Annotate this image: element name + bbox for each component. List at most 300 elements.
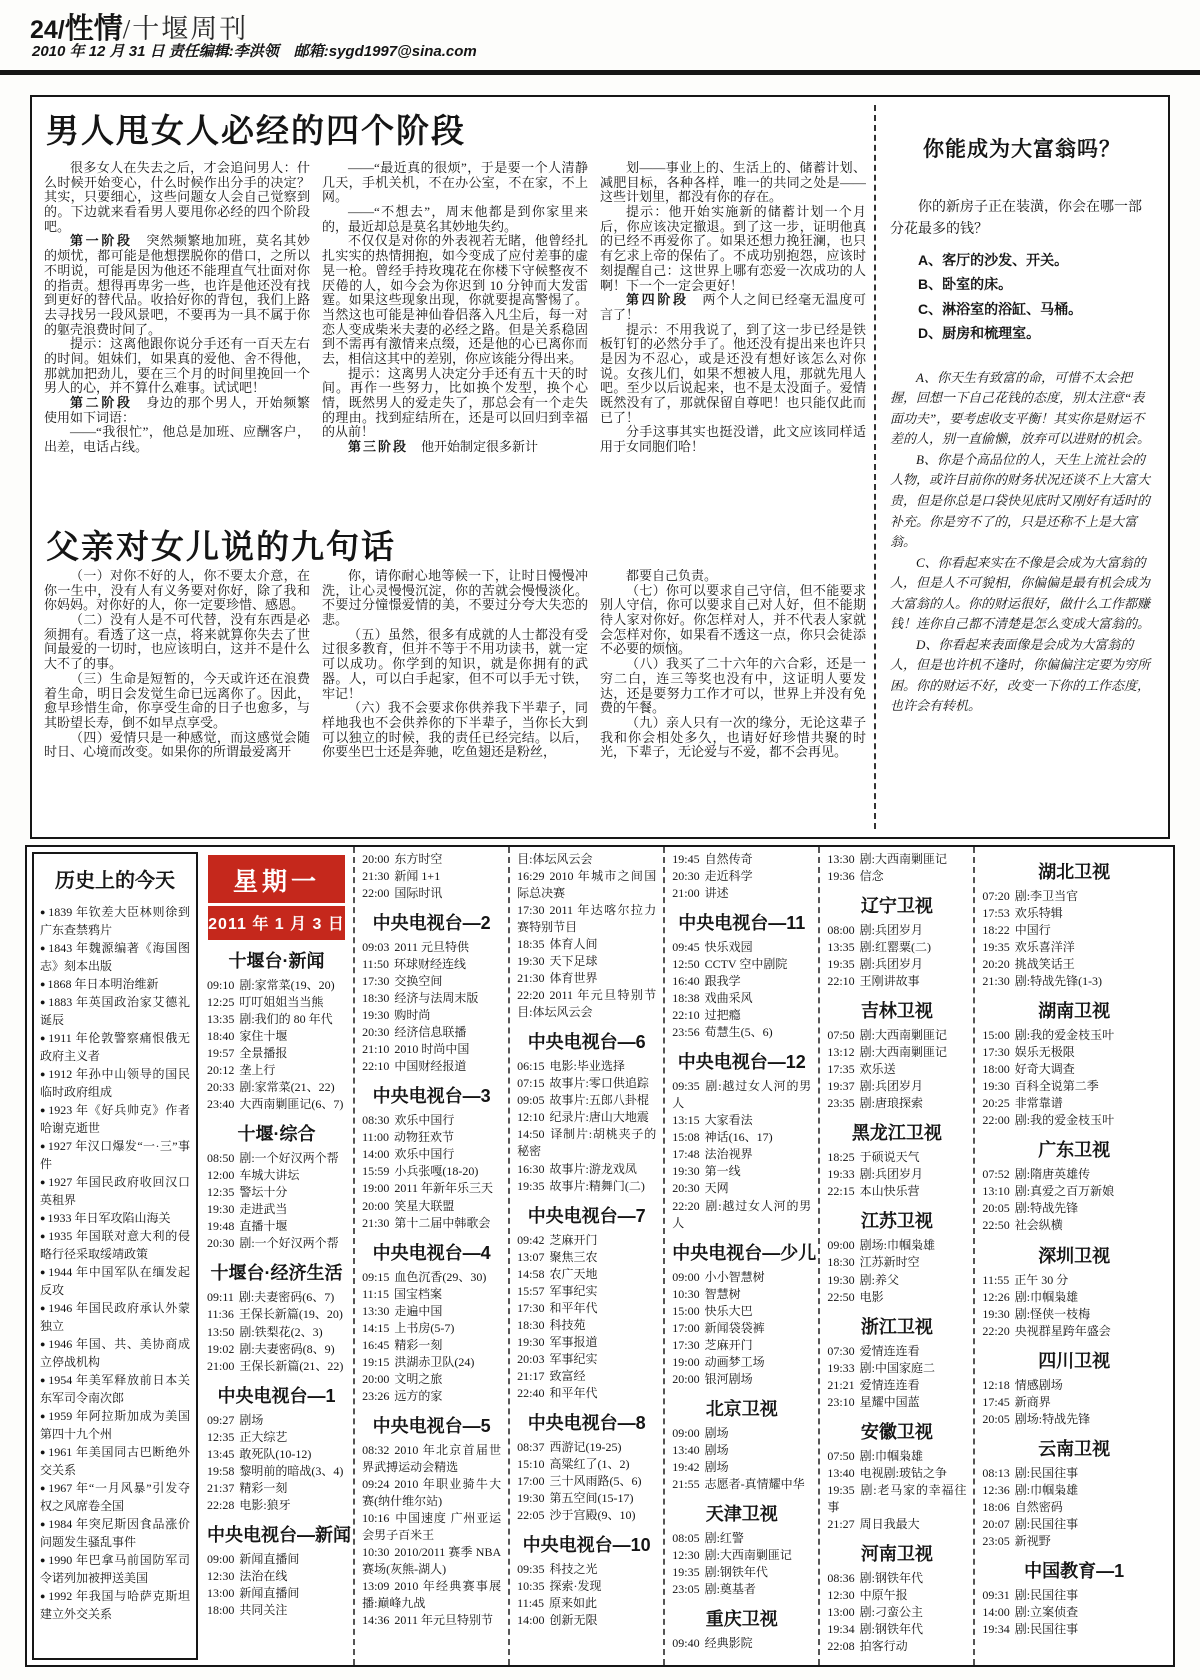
program-title: 体育世界: [549, 971, 598, 986]
program-row: [827, 973, 966, 990]
bullet-icon: ●: [40, 1375, 47, 1385]
program-title: 剧:大西南剿匪记: [704, 1547, 792, 1562]
bullet-icon: ●: [40, 1231, 47, 1241]
program-title: 剧场: [704, 1459, 729, 1474]
channel-block: [672, 1048, 811, 1231]
channel-header: 中央电视台—2: [372, 913, 491, 934]
program-title: 西游记(19-25): [549, 1439, 622, 1454]
program-title: 警坛十分: [239, 1185, 288, 1200]
program-row: [207, 1497, 346, 1514]
program-row: [362, 1215, 501, 1232]
article2-column-2: [322, 569, 588, 821]
program-time: 19:42: [672, 1459, 700, 1474]
program-row: [827, 1044, 966, 1061]
program-row: [362, 1146, 501, 1163]
channel-block: [827, 1313, 966, 1411]
program-row: [827, 939, 966, 956]
program-row: [362, 1058, 501, 1075]
program-time: 22:20: [982, 1323, 1010, 1338]
program-row: [827, 1604, 966, 1621]
tv-column-4: [663, 847, 818, 1665]
program-title: 剧:铁梨花(2、3): [239, 1324, 323, 1339]
program-time: 08:13: [982, 1465, 1010, 1480]
program-row: [517, 970, 656, 987]
program-row: [827, 1027, 966, 1044]
program-time: 15:00: [672, 1303, 700, 1318]
quiz-option: B、卧室的床。: [918, 276, 1013, 293]
program-title: 剧:民国往事: [1014, 1516, 1079, 1531]
program-title: 东方时空: [394, 852, 443, 866]
program-title: 故事片:五郎八卦棍: [549, 1093, 649, 1108]
program-row: [517, 1612, 656, 1629]
program-time: 21:37: [207, 1480, 235, 1495]
program-row: [982, 1112, 1166, 1129]
article-paragraph: ——“不想去”，周末他都是到你家里来的，最近却总是莫名其妙地失约。: [322, 204, 588, 234]
paper-name: /十堰周刊: [122, 14, 249, 44]
article-paragraph: （四）爱情只是一种感觉，而这感觉会随时日、心境而改变。如果你的所谓最爱离开: [44, 729, 310, 760]
program-title: 致富经: [549, 1368, 586, 1383]
program-time: 22:10: [672, 1008, 700, 1023]
program-time: 11:55: [982, 1272, 1010, 1287]
stage-label: 第四阶段: [626, 292, 689, 308]
channel-block: [827, 851, 966, 885]
program-time: 22:40: [517, 1385, 545, 1400]
article-paragraph: 都要自己负责。: [626, 569, 718, 583]
program-title: 农广天地: [549, 1266, 598, 1281]
article-paragraph: （九）亲人只有一次的缘分，无论这辈子我和你会相处多久，也请好好珍惜共聚的时光，下辈子，无论爱与不爱，都不会再见。: [600, 714, 866, 760]
program-row: [517, 1075, 656, 1092]
channel-block: [827, 1207, 966, 1305]
program-time: 12:10: [517, 1110, 545, 1125]
channel-block: [827, 1418, 966, 1533]
program-row: [672, 1476, 811, 1493]
history-items: [40, 903, 190, 1623]
program-row: [517, 1266, 656, 1283]
program-time: 12:00: [207, 1168, 235, 1183]
program-row: [982, 1587, 1166, 1604]
program-row: [517, 1178, 656, 1195]
program-time: 19:48: [207, 1219, 235, 1234]
program-title: 家住十堰: [239, 1029, 288, 1044]
program-title: 电影:狼牙: [239, 1497, 291, 1512]
program-title: 天下足球: [549, 954, 598, 969]
program-time: 07:50: [827, 1448, 855, 1463]
program-time: 11:15: [362, 1286, 389, 1301]
program-title: 拍客行动: [859, 1638, 908, 1653]
bullet-icon: ●: [40, 979, 46, 989]
program-title: 欢乐中国行: [394, 1113, 455, 1128]
program-time: 20:30: [672, 869, 700, 884]
program-time: 17:30: [672, 1337, 700, 1352]
program-row: [672, 939, 811, 956]
program-row: [672, 1564, 811, 1581]
bullet-icon: ●: [40, 997, 47, 1007]
program-title: 剧:兵团岁月: [859, 1167, 923, 1182]
program-time: 17:35: [827, 1062, 855, 1077]
program-time: 19:30: [517, 1490, 545, 1505]
program-title: 2011 年新年乐三天: [394, 1181, 493, 1196]
program-time: 22:15: [827, 1184, 855, 1199]
history-item: ● 1944 年中国军队在缅发起反攻: [40, 1265, 190, 1297]
program-time: 19:58: [207, 1463, 235, 1478]
program-row: [517, 987, 656, 1021]
channel-header: 黑龙江卫视: [851, 1123, 942, 1144]
program-time: 20:00: [362, 1198, 390, 1213]
program-title: 购时尚: [394, 1008, 431, 1023]
program-title: 剧:大西南剿匪记: [859, 852, 947, 866]
program-time: 09:10: [207, 978, 235, 992]
program-row: [827, 1166, 966, 1183]
program-time: 14:00: [362, 1147, 390, 1162]
program-title: 剧:巾帼枭雄: [1014, 1482, 1079, 1497]
program-row: [207, 1446, 346, 1463]
program-time: 14:36: [362, 1613, 390, 1628]
channel-header: 中央电视台—6: [527, 1032, 646, 1053]
program-time: 09:00: [672, 1269, 700, 1284]
program-row: [207, 1551, 346, 1568]
program-row: [517, 1126, 656, 1160]
program-row: [517, 1058, 656, 1075]
program-time: 20:07: [982, 1516, 1010, 1531]
program-time: 06:15: [517, 1059, 545, 1074]
program-title: 非常靠谱: [1014, 1096, 1063, 1111]
program-time: 12:30: [672, 1547, 700, 1562]
program-row: [362, 1371, 501, 1388]
tv-blocks: [207, 947, 351, 1619]
program-title: 国际时讯: [394, 886, 443, 901]
program-title: 故事片:精舞门(二): [549, 1178, 645, 1193]
program-time: 11:45: [517, 1596, 545, 1611]
program-row: [517, 1317, 656, 1334]
program-row: [982, 1272, 1166, 1289]
quiz-answer: B、你是个高品位的人，天生上流社会的人物，或许目前你的财务状况还谈不上大富大贵，但是你总是口袋快见底时又刚好有适时的补充。你是穷不了的，只是还称不上是大富翁。: [890, 451, 1151, 550]
program-row: [827, 1465, 966, 1482]
channel-header: 吉林卫视: [860, 1001, 933, 1022]
program-row: [517, 953, 656, 970]
program-title: 精彩一刻: [394, 1337, 443, 1352]
program-title: 中原午报: [859, 1587, 908, 1602]
program-row: [672, 1269, 811, 1286]
program-row: [982, 922, 1166, 939]
program-time: 09:00: [207, 1551, 235, 1566]
program-title: 剧:兵团岁月: [859, 923, 923, 938]
program-time: 09:00: [827, 1238, 855, 1253]
channel-block: [362, 909, 501, 1075]
program-row: [672, 1180, 811, 1197]
program-row: [982, 1533, 1166, 1550]
program-time: 17:48: [672, 1147, 700, 1162]
program-title: 走遍中国: [394, 1303, 443, 1318]
program-row: [672, 1024, 811, 1041]
program-time: 11:50: [362, 957, 389, 972]
article2-title: 父亲对女儿说的九句话: [46, 528, 396, 565]
program-time: 12:18: [982, 1377, 1010, 1392]
program-row: [827, 1638, 966, 1655]
article-paragraph: ——“最近真的很烦”，于是要一个人清静几天，手机关机，不在办公室，不在家，不上网。: [322, 161, 588, 205]
program-time: 22:08: [827, 1638, 855, 1653]
program-row: [207, 977, 346, 994]
program-time: 08:05: [672, 1530, 700, 1545]
program-time: 23:05: [672, 1582, 700, 1596]
program-row: [517, 1507, 656, 1524]
program-title: 剧场:特战先锋: [1014, 1411, 1091, 1426]
program-row: [362, 1476, 501, 1510]
program-title: 剧:兵团岁月: [859, 957, 923, 972]
history-item: ● 1954 年美军释放前日本关东军司令南次郎: [40, 1373, 190, 1405]
program-time: 14:50: [517, 1127, 545, 1142]
bullet-icon: ●: [40, 1519, 47, 1529]
program-title: 精彩一刻: [239, 1480, 288, 1495]
program-title: 好奇大调查: [1014, 1062, 1075, 1077]
article-paragraph: 提示：这离男人决定分手还有五十天的时间。再作一些努力，比如换个发型，换个心情，既然男人的爱走失了，那总会有一个走失的理由。找到症结所在，还是可以回归到幸福的从前！: [322, 365, 588, 440]
history-item: ● 1883 年英国政治家艾德礼诞辰: [40, 995, 190, 1027]
program-row: [517, 1249, 656, 1266]
program-time: 09:27: [207, 1412, 235, 1427]
channel-header: 中国教育—1: [1024, 1560, 1125, 1581]
program-row: [362, 990, 501, 1007]
program-time: 13:35: [207, 1012, 235, 1027]
program-time: 19:30: [207, 1202, 235, 1217]
quiz-option: A、客厅的沙发、开关。: [918, 251, 1069, 268]
program-time: 21:21: [827, 1377, 855, 1392]
program-time: 13:40: [827, 1465, 855, 1480]
program-time: 19:35: [827, 957, 855, 972]
program-row: [207, 1218, 346, 1235]
program-title: 讲述: [704, 886, 729, 901]
history-item: ● 1946 年国民政府承认外蒙独立: [40, 1301, 190, 1333]
bullet-icon: ●: [40, 1105, 47, 1115]
program-title: 剧:家常菜(21、22): [239, 1080, 335, 1095]
channel-header: 中央电视台—12: [677, 1052, 806, 1073]
article-paragraph: 分手这事其实也挺没谱，此文应该同样适用于女同胞们哈！: [600, 424, 866, 455]
program-time: 19:35: [982, 940, 1010, 955]
program-title: 跟我学: [704, 974, 741, 989]
program-row: [517, 1092, 656, 1109]
program-row: [827, 1448, 966, 1465]
program-time: 10:35: [517, 1579, 545, 1594]
program-title: 大西南剿匪记(6、7): [239, 1097, 344, 1112]
program-row: [362, 1320, 501, 1337]
program-time: 16:40: [672, 974, 700, 989]
channel-header: 中央电视台—4: [372, 1242, 491, 1263]
program-row: [362, 973, 501, 990]
program-title: 军事纪实: [549, 1351, 598, 1366]
program-title: 电影:毕业选择: [549, 1059, 625, 1074]
tv-blocks: [517, 851, 656, 1629]
bullet-icon: ●: [40, 1141, 46, 1151]
program-title: 剧:钢铁年代: [859, 1570, 923, 1585]
program-row: [827, 1254, 966, 1271]
program-time: 13:00: [827, 1604, 855, 1619]
program-title: 科技苑: [549, 1317, 586, 1332]
program-row: [982, 905, 1166, 922]
channel-header: 安徽卫视: [860, 1421, 933, 1442]
article1-column-3: [600, 161, 866, 513]
program-title: 剧:养父: [859, 1272, 899, 1287]
program-time: 19:00: [672, 1354, 700, 1369]
quiz-intro: 你的新房子正在装潢，你会在哪一部分花最多的钱？: [890, 200, 1142, 238]
channel-block: [672, 1500, 811, 1598]
program-title: 小兵张嘎(18-20): [394, 1164, 479, 1179]
article2-column-3: [600, 569, 866, 821]
channel-header: 中央电视台—3: [372, 1086, 491, 1107]
program-row: [207, 1306, 346, 1323]
program-time: 23:35: [827, 1096, 855, 1111]
program-title: 剧:民国往事: [1014, 1587, 1079, 1602]
program-time: 13:30: [362, 1303, 390, 1318]
program-row: [362, 939, 501, 956]
program-row: [672, 1425, 811, 1442]
program-row: [672, 1112, 811, 1129]
channel-block: [517, 1409, 656, 1524]
program-time: 13:50: [207, 1324, 235, 1339]
program-title: 中国行: [1014, 923, 1051, 938]
channel-block: [827, 892, 966, 990]
history-item: ● 1927 年国民政府收回汉口英租界: [40, 1175, 190, 1207]
program-title: 荀慧生(5、6): [704, 1025, 773, 1040]
program-time: 19:57: [207, 1046, 235, 1061]
program-time: 23:05: [982, 1533, 1010, 1548]
tv-column-6: [973, 847, 1173, 1665]
program-title: 电影: [859, 1289, 884, 1304]
program-time: 17:00: [672, 1320, 700, 1335]
program-title: 快乐戏园: [704, 940, 753, 955]
program-title: 电视剧:玻钻之争: [859, 1465, 947, 1480]
program-title: 自然密码: [1014, 1499, 1063, 1514]
program-time: 18:22: [982, 923, 1010, 938]
program-time: 11:36: [207, 1307, 234, 1322]
program-title: 全景播报: [239, 1046, 288, 1061]
program-title: 远方的家: [394, 1388, 443, 1403]
program-time: 15:10: [517, 1456, 545, 1471]
masthead-rule: [0, 70, 1200, 75]
program-row: [982, 1044, 1166, 1061]
program-time: 20:25: [982, 1096, 1010, 1111]
channel-block: [672, 1605, 811, 1652]
program-title: 剧:越过女人河的男人: [672, 1198, 812, 1230]
quiz-gap: [890, 346, 1154, 368]
program-row: [517, 1283, 656, 1300]
program-title: 黎明前的暗战(3、4): [239, 1463, 344, 1478]
program-time: 11:00: [362, 1130, 389, 1145]
program-title: 于硕说天气: [859, 1150, 920, 1165]
quiz-sidebar: [890, 111, 1154, 823]
program-time: 20:33: [207, 1080, 235, 1095]
program-time: 22:20: [672, 1198, 700, 1213]
channel-header: 北京卫视: [705, 1398, 778, 1419]
tv-blocks: [982, 858, 1166, 1638]
program-title: 2010/2011 赛季 NBA 赛场(灰熊-湖人): [362, 1545, 502, 1577]
program-row: [207, 1150, 346, 1167]
stage-label: 第一阶段: [70, 233, 133, 249]
program-title: 剧:怪侠一枝梅: [1014, 1306, 1091, 1321]
program-row: [362, 1303, 501, 1320]
program-title: 剧:真爱之百万新娘: [1014, 1184, 1115, 1199]
program-title: 剧:钢铁年代: [859, 1621, 923, 1636]
history-item: ● 1967 年“一月风暴”引发夺权之风席卷全国: [40, 1481, 190, 1513]
history-item: ● 1959 年阿拉斯加成为美国第四十九个州: [40, 1409, 190, 1441]
program-title: 体育人间: [549, 937, 598, 952]
bullet-icon: ●: [40, 1033, 47, 1043]
program-time: 19:30: [982, 1079, 1010, 1094]
article-paragraph: （七）你可以要求自己守信，但不能要求别人守信，你可以要求自己对人好，但不能期待人家对你好。你怎样对人，并不代表人家就会怎样对你，如果看不透这一点，你只会徒添不必要的烦恼。: [600, 582, 866, 657]
program-time: 09:45: [672, 940, 700, 955]
program-row: [982, 973, 1166, 990]
article-paragraph: 提示：不用我说了，到了这一步已经是铁板钉钉的必然分手了。他还没有提出来也许只是因为不忍心，或是还没有想好该怎么对你说。女孩儿们，如果不想被人甩，那就先甩人吧。至少以后说起来，也不是太没面子。爱情既然没有了，那就保留自尊吧！也只能仅此而已了！: [600, 321, 866, 425]
program-title: 剧:我的爱金枝玉叶: [1014, 1028, 1115, 1043]
article-paragraph: 提示：这离他跟你说分手还有一百天左右的时间。姐妹们，如果真的爱他、舍不得他，那就加把劲儿，要在三个月的时间里挽回一个男人的心，并不算什么难事。试试吧！: [44, 336, 310, 396]
program-row: [517, 1368, 656, 1385]
program-time: 19:33: [827, 1167, 855, 1182]
program-time: 22:00: [362, 886, 390, 901]
bullet-icon: ●: [40, 1267, 47, 1277]
program-title: 欢乐喜洋洋: [1014, 940, 1075, 955]
program-title: 2011 年达喀尔拉力赛特别节目: [517, 903, 657, 935]
program-row: [672, 1337, 811, 1354]
program-row: [982, 1394, 1166, 1411]
program-row: [827, 868, 966, 885]
channel-block: [982, 1136, 1166, 1234]
program-time: 09:31: [982, 1587, 1010, 1602]
program-title: 共同关注: [239, 1602, 288, 1617]
program-row: [672, 1371, 811, 1388]
program-time: 19:35: [517, 1178, 545, 1193]
program-title: 大家看法: [704, 1113, 753, 1128]
program-row: [362, 1007, 501, 1024]
program-row: [672, 1007, 811, 1024]
program-row: [207, 1096, 346, 1113]
bullet-icon: ●: [40, 1339, 47, 1349]
channel-header: 重庆卫视: [705, 1609, 778, 1630]
program-title: 洪湖赤卫队(24): [394, 1354, 475, 1369]
program-row: [672, 1078, 811, 1112]
program-row: [207, 1289, 346, 1306]
program-title: 娱乐无极限: [1014, 1045, 1075, 1060]
program-time: 19:15: [362, 1354, 390, 1369]
program-time: 07:52: [982, 1167, 1010, 1182]
channel-header: 江苏卫视: [860, 1211, 933, 1232]
program-time: 19:35: [672, 1564, 700, 1579]
program-row: [207, 1079, 346, 1096]
program-row: [207, 1358, 346, 1375]
program-time: 20:20: [982, 957, 1010, 972]
program-row: [207, 1324, 346, 1341]
program-row: [362, 1354, 501, 1371]
program-title: 剧:特战先锋: [1014, 1201, 1079, 1216]
program-time: 20:05: [982, 1411, 1010, 1426]
program-time: 21:30: [362, 1215, 390, 1230]
article-paragraph: （八）我买了二十六年的六合彩，还是一穷二白，连三等奖也没有中，这证明人要发达，还是要努力工作才可以，世界上并没有免费的午餐。: [600, 656, 866, 716]
page-number: 24/: [30, 16, 65, 44]
program-time: 09:35: [517, 1562, 545, 1577]
program-time: 21:17: [517, 1368, 545, 1383]
channel-header: 中央电视台—新闻: [207, 1524, 351, 1545]
program-row: [672, 1547, 811, 1564]
program-time: 12:30: [207, 1568, 235, 1583]
bullet-icon: ●: [40, 1177, 47, 1187]
program-time: 13:10: [982, 1184, 1010, 1199]
program-row: [207, 1028, 346, 1045]
program-title: 垄上行: [239, 1063, 276, 1078]
program-title: 剧:特战先锋(1-3): [1014, 974, 1103, 989]
program-time: 14:00: [982, 1604, 1010, 1619]
program-time: 18:38: [672, 991, 700, 1006]
program-time: 21:30: [362, 869, 390, 884]
program-row: [982, 1411, 1166, 1428]
channel-header: 湖南卫视: [1038, 1001, 1111, 1022]
article-paragraph: （五）虽然，很多有成就的人士都没有受过很多教育，但并不等于不用功读书，就一定可以成功。你学到的知识，就是你拥有的武器。人，可以白手起家，但不可以手无寸铁，牢记！: [322, 626, 588, 701]
quiz-answer: D、你看起来表面像是会成为大富翁的人，但是也许机不逢时，你偏偏注定要为穷所困。你的财运不好，改变一下你的工作态度，也许会有转机。: [890, 636, 1151, 714]
